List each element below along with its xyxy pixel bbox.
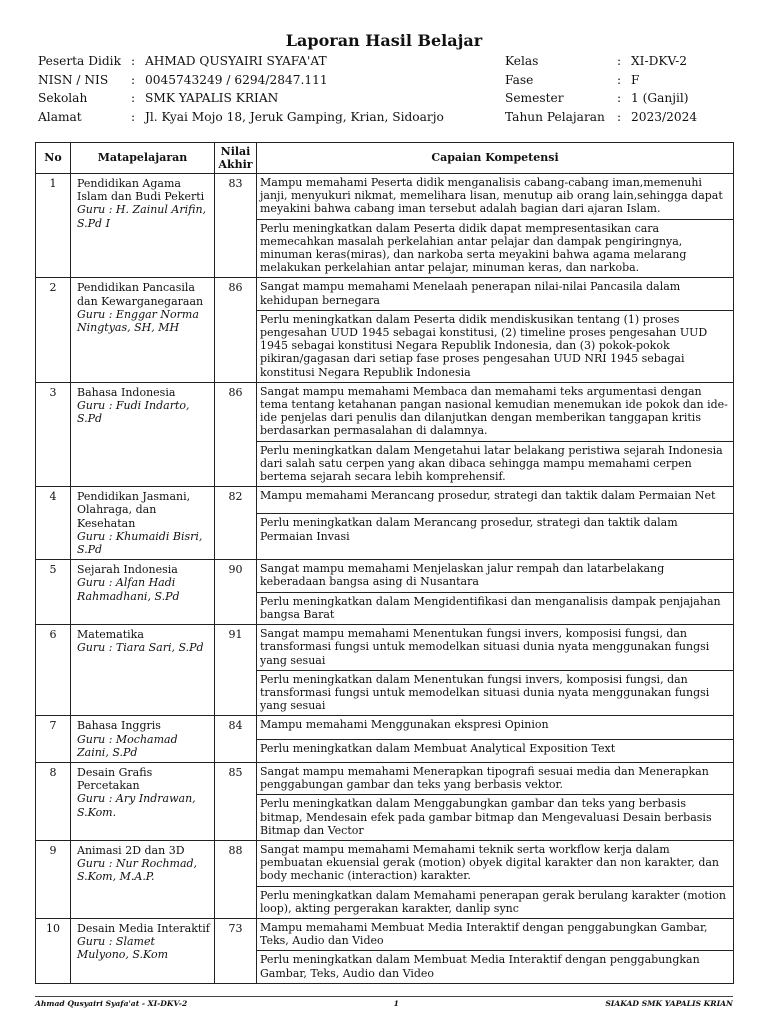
subject-name: Pendidikan Jasmani, Olahraga, dan Kesehatan — [77, 490, 191, 530]
teacher-name: Guru : Slamet Mulyono, S.Kom — [77, 935, 169, 962]
info-row-phase — [505, 71, 697, 90]
final-score: 85 — [215, 762, 257, 840]
table-row — [36, 840, 734, 886]
info-label: Alamat — [38, 110, 82, 125]
header-no: No — [36, 143, 71, 174]
subject-cell — [71, 762, 215, 840]
competency-achievement: Mampu memahami Menggunakan ekspresi Opinion — [257, 716, 734, 739]
row-number: 1 — [36, 174, 71, 278]
teacher-name: Guru : Alfan Hadi Rahmadhani, S.Pd — [77, 576, 180, 603]
table-row — [36, 918, 734, 950]
info-value-phase: F — [631, 72, 640, 87]
info-value-academic-year: 2023/2024 — [631, 110, 698, 125]
subject-cell — [71, 840, 215, 918]
info-value-nisn: 0045743249 / 6294/2847.111 — [145, 72, 328, 87]
competency-improvement: Perlu meningkatkan dalam Menggabungkan gambar dan teks yang berbasis bitmap, Mendesain efek pada gambar bitmap dan Mengevaluasi Desain berbasis Bitmap dan Vector — [257, 795, 734, 841]
row-number: 9 — [36, 840, 71, 918]
teacher-name: Guru : Enggar Norma Ningtyas, SH, MH — [77, 307, 199, 335]
teacher-name: Guru : Fudi Indarto, S.Pd — [77, 399, 190, 426]
competency-achievement: Mampu memahami Membuat Media Interaktif dengan penggabungkan Gambar, Teks, Audio dan Video — [257, 918, 734, 950]
competency-achievement: Sangat mampu memahami Menjelaskan jalur rempah dan latarbelakang keberadaan bangsa asing di Nusantara — [257, 560, 734, 592]
final-score: 82 — [215, 487, 257, 560]
table-row — [36, 625, 734, 671]
page-footer — [35, 996, 733, 1008]
grades-table — [35, 142, 734, 984]
row-number: 7 — [36, 716, 71, 763]
final-score: 90 — [215, 560, 257, 625]
info-value-student-name: AHMAD QUSYAIRI SYAFA'AT — [145, 54, 327, 68]
competency-improvement: Perlu meningkatkan dalam Mengetahui latar belakang peristiwa sejarah Indonesia dari salah satu cerpen yang akan dibaca sehingga mampu memahami cerpen bertema sejarah secara lebih komprehensif. — [257, 441, 734, 487]
subject-name: Pendidikan Agama Islam dan Budi Pekerti — [77, 177, 205, 204]
info-separator: : — [617, 54, 622, 68]
header-score-line2: Akhir — [218, 158, 253, 171]
info-label: Fase — [505, 72, 534, 87]
teacher-name: Guru : Khumaidi Bisri, S.Pd — [77, 529, 203, 557]
footer-system: SIAKAD SMK YAPALIS KRIAN — [605, 999, 733, 1008]
student-info-left — [38, 52, 444, 127]
competency-improvement: Perlu meningkatkan dalam Peserta didik dapat mempresentasikan cara memecahkan masalah perkelahian antar pelajar dan dampak pengiringnya, minuman keras(miras), dan narkoba serta meyakini bahwa agama melarang melakukan perkelahian antar pelajar, minuman keras, dan narkoba. — [257, 219, 734, 278]
info-row-student-name — [38, 52, 444, 71]
subject-cell — [71, 918, 215, 983]
table-row — [36, 382, 734, 441]
table-header-row — [36, 143, 734, 174]
teacher-name: Guru : Mochamad Zaini, S.Pd — [77, 732, 178, 759]
row-number: 2 — [36, 278, 71, 382]
subject-cell — [71, 382, 215, 486]
footer-student: Ahmad Qusyairi Syafa'at - XI-DKV-2 — [35, 999, 188, 1008]
competency-improvement: Perlu meningkatkan dalam Mengidentifikasi dan menganalisis dampak penjajahan bangsa Barat — [257, 592, 734, 624]
header-score-line1: Nilai — [220, 144, 251, 158]
subject-name: Animasi 2D dan 3D — [77, 843, 185, 857]
subject-cell — [71, 278, 215, 382]
subject-name: Pendidikan Pancasila dan Kewarganegaraan — [77, 281, 204, 308]
info-row-class — [505, 52, 697, 71]
final-score: 91 — [215, 625, 257, 716]
subject-cell — [71, 487, 215, 560]
row-number: 8 — [36, 762, 71, 840]
final-score: 88 — [215, 840, 257, 918]
info-separator: : — [617, 110, 622, 125]
competency-improvement: Perlu meningkatkan dalam Menentukan fungsi invers, komposisi fungsi, dan transformasi fungsi untuk memodelkan situasi dunia nyata menggunakan fungsi yang sesuai — [257, 670, 734, 716]
subject-name: Bahasa Inggris — [77, 719, 161, 733]
subject-name: Bahasa Indonesia — [77, 385, 176, 399]
table-body — [36, 174, 734, 984]
final-score: 86 — [215, 382, 257, 486]
info-label: NISN / NIS — [38, 72, 109, 87]
table-row — [36, 560, 734, 592]
final-score: 84 — [215, 716, 257, 763]
info-separator: : — [617, 72, 622, 87]
info-row-nisn — [38, 71, 444, 90]
info-label: Semester — [505, 91, 564, 106]
competency-achievement: Sangat mampu memahami Menelaah penerapan nilai-nilai Pancasila dalam kehidupan bernegara — [257, 278, 734, 310]
info-value-class: XI-DKV-2 — [631, 54, 688, 68]
footer-page-number: 1 — [393, 999, 399, 1008]
subject-name: Sejarah Indonesia — [77, 563, 178, 577]
info-value-address: Jl. Kyai Mojo 18, Jeruk Gamping, Krian, Sidoarjo — [145, 110, 444, 125]
info-label: Kelas — [505, 54, 539, 68]
teacher-name: Guru : H. Zainul Arifin, S.Pd I — [77, 203, 207, 230]
row-number: 4 — [36, 487, 71, 560]
teacher-name: Guru : Tiara Sari, S.Pd — [77, 641, 204, 655]
row-number: 10 — [36, 918, 71, 983]
row-number: 5 — [36, 560, 71, 625]
table-row — [36, 174, 734, 220]
subject-cell — [71, 174, 215, 278]
competency-improvement: Perlu meningkatkan dalam Memahami penerapan gerak berulang karakter (motion loop), akting pergerakan karakter, danlip sync — [257, 886, 734, 918]
header-subject: Matapelajaran — [71, 143, 215, 174]
info-separator: : — [131, 54, 136, 68]
info-separator: : — [617, 91, 622, 106]
table-row — [36, 762, 734, 794]
competency-improvement: Perlu meningkatkan dalam Merancang prosedur, strategi dan taktik dalam Permaian Invasi — [257, 514, 734, 560]
row-number: 6 — [36, 625, 71, 716]
info-separator: : — [131, 72, 136, 87]
info-value-semester: 1 (Ganjil) — [631, 91, 689, 106]
info-label: Tahun Pelajaran — [505, 110, 605, 125]
subject-name: Desain Media Interaktif — [77, 921, 210, 935]
info-separator: : — [131, 91, 136, 106]
teacher-name: Guru : Ary Indrawan, S.Kom. — [77, 792, 196, 819]
student-info-right — [505, 52, 697, 127]
competency-improvement: Perlu meningkatkan dalam Membuat Media Interaktif dengan penggabungkan Gambar, Teks, Audio dan Video — [257, 951, 734, 983]
row-number: 3 — [36, 382, 71, 486]
header-score — [215, 143, 257, 174]
table-row — [36, 278, 734, 310]
competency-achievement: Sangat mampu memahami Menerapkan tipografi sesuai media dan Menerapkan penggabungan gambar dan teks yang berbasis vektor. — [257, 762, 734, 794]
final-score: 86 — [215, 278, 257, 382]
competency-achievement: Sangat mampu memahami Memahami teknik serta workflow kerja dalam pembuatan ekuensial gerak (motion) obyek digital karakter dan non karakter, dan body mechanic (interaction) karakter. — [257, 840, 734, 886]
info-value-school: SMK YAPALIS KRIAN — [145, 91, 279, 106]
info-label: Sekolah — [38, 91, 88, 106]
competency-improvement: Perlu meningkatkan dalam Peserta didik mendiskusikan tentang (1) proses pengesahan UUD 1945 sebagai konstitusi, (2) timeline proses pengesahan UUD 1945 sebagai konstitusi Negara Republik Indonesia, dan (3) pokok-pokok pikiran/gagasan dari setiap fase proses pengesahan UUD NRI 1945 sebagai konstitusi Negara Republik Indonesia — [257, 310, 734, 382]
subject-name: Matematika — [77, 628, 144, 642]
subject-cell — [71, 560, 215, 625]
competency-improvement: Perlu meningkatkan dalam Membuat Analytical Exposition Text — [257, 739, 734, 762]
info-row-school — [38, 89, 444, 108]
subject-cell — [71, 716, 215, 763]
info-row-academic-year — [505, 108, 697, 127]
info-row-address — [38, 108, 444, 127]
subject-cell — [71, 625, 215, 716]
subject-name: Desain Grafis Percetakan — [77, 765, 153, 793]
final-score: 73 — [215, 918, 257, 983]
competency-achievement: Sangat mampu memahami Membaca dan memahami teks argumentasi dengan tema tentang ketahanan pangan nasional kemudian menemukan ide pokok dan ide-ide penjelas dari penulis dan dilanjutkan dengan memberikan tanggapan kritis berdasarkan permasalahan di dalamnya. — [257, 382, 734, 441]
competency-achievement: Mampu memahami Merancang prosedur, strategi dan taktik dalam Permaian Net — [257, 487, 734, 514]
info-row-semester — [505, 89, 697, 108]
table-row — [36, 716, 734, 739]
competency-achievement: Sangat mampu memahami Menentukan fungsi invers, komposisi fungsi, dan transformasi fungsi untuk memodelkan situasi dunia nyata menggunakan fungsi yang sesuai — [257, 625, 734, 671]
table-row — [36, 487, 734, 514]
competency-achievement: Mampu memahami Peserta didik menganalisis cabang-cabang iman,memenuhi janji, menyukuri nikmat, memelihara lisan, menutup aib orang lain,sehingga dapat meyakini bahwa cabang iman tersebut adalah bagian dari ajaran Islam. — [257, 174, 734, 220]
final-score: 83 — [215, 174, 257, 278]
header-competency: Capaian Kompetensi — [257, 143, 734, 174]
info-separator: : — [131, 110, 136, 125]
teacher-name: Guru : Nur Rochmad, S.Kom, M.A.P. — [77, 857, 198, 884]
info-label: Peserta Didik — [38, 54, 121, 68]
report-title: Laporan Hasil Belajar — [285, 31, 483, 50]
